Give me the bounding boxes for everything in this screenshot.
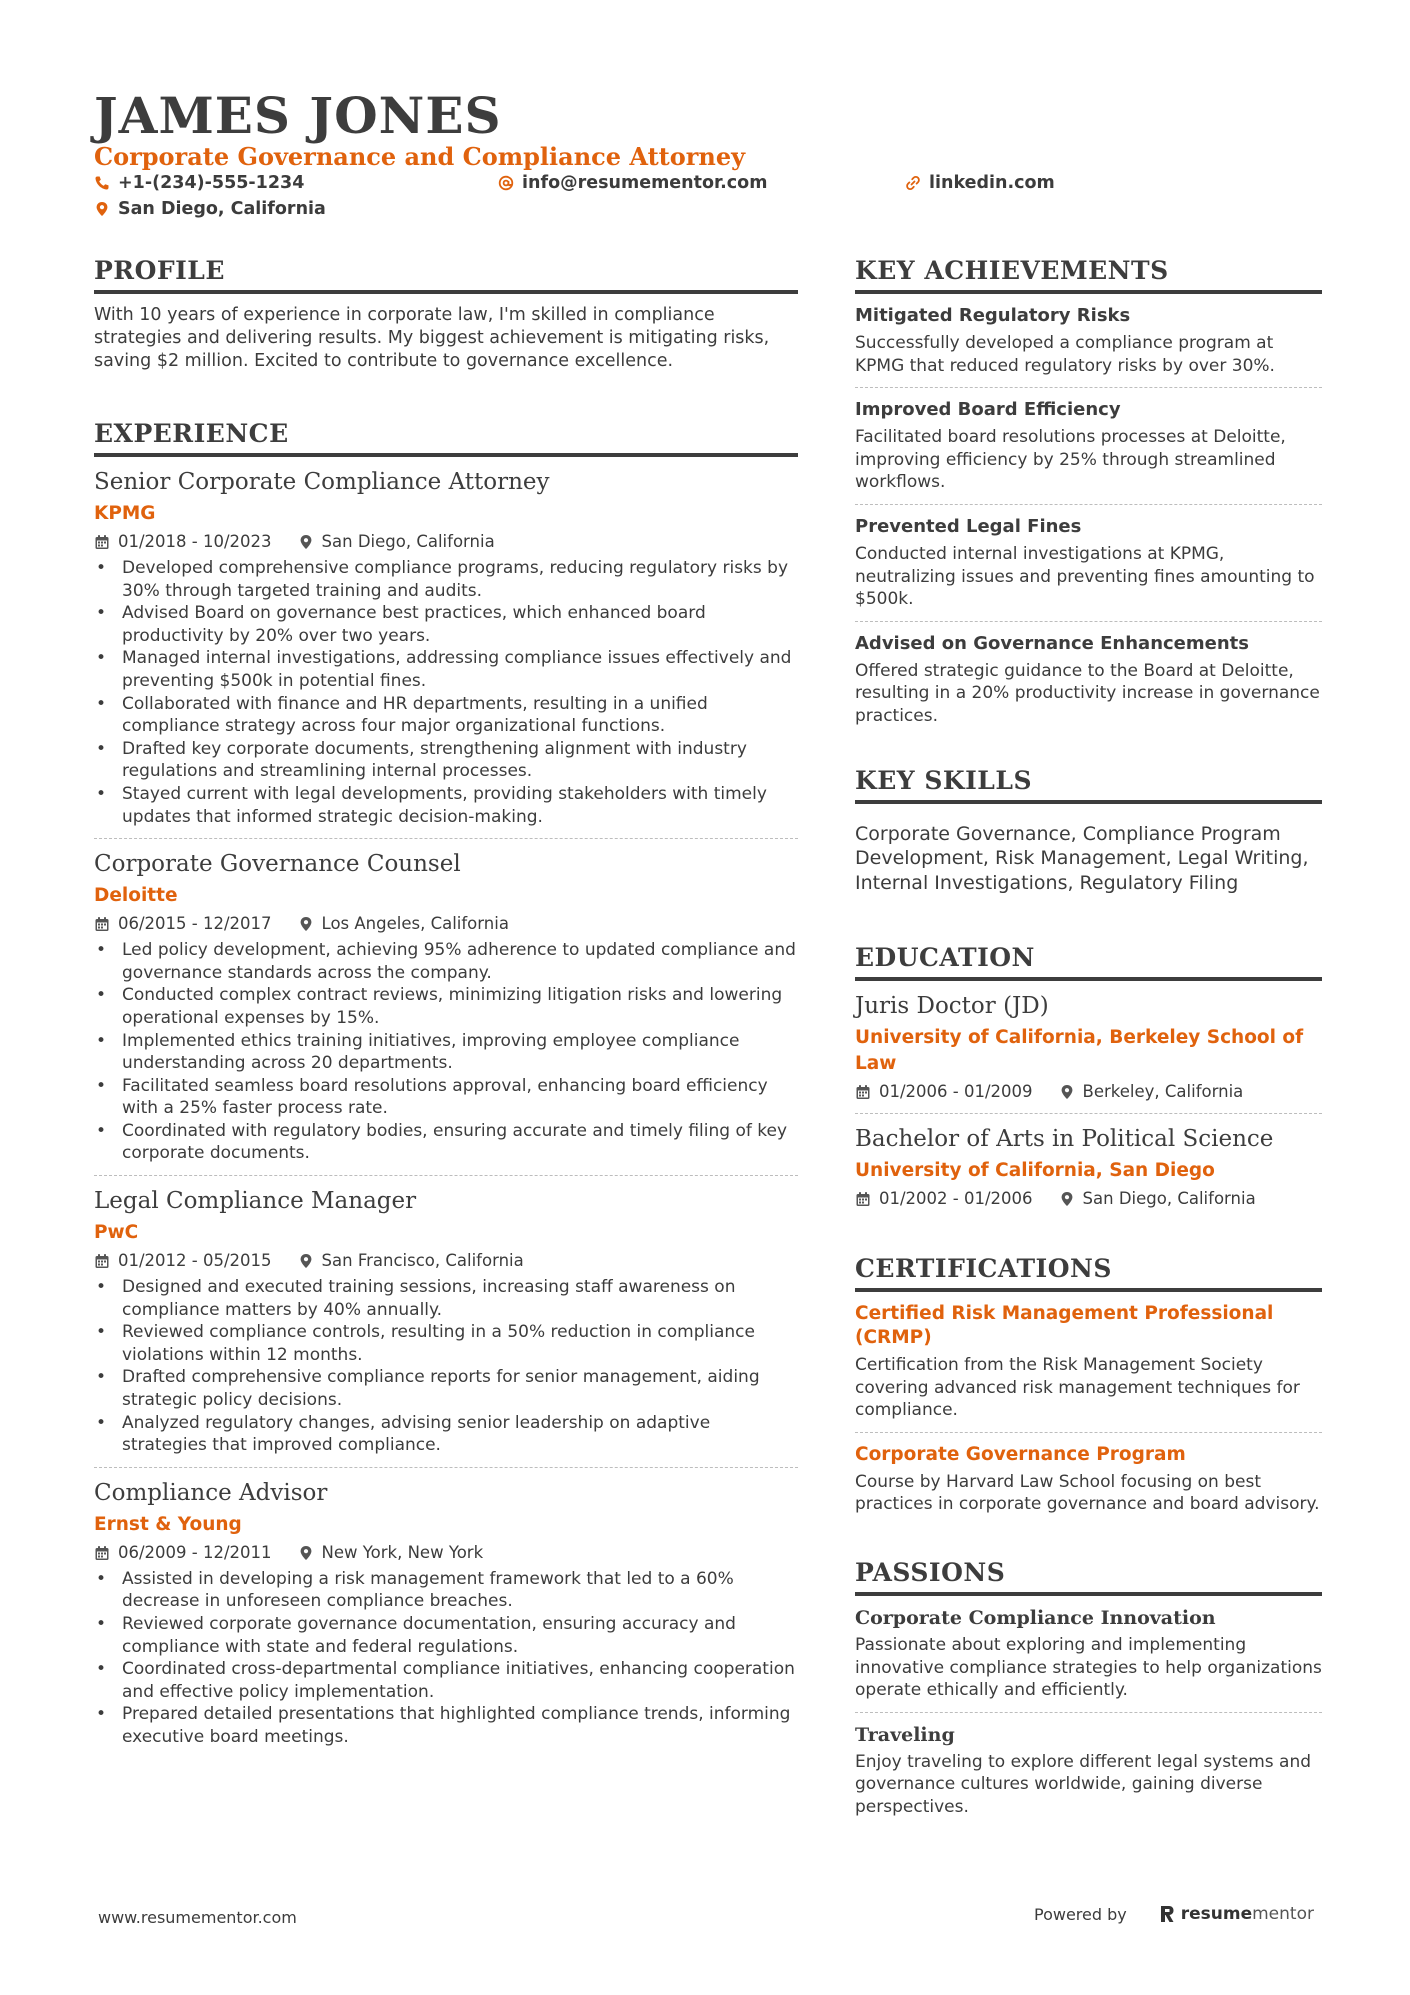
job-title: Legal Compliance Manager <box>94 1188 417 1215</box>
education-dates: 01/2006 - 01/2009 <box>879 1082 1033 1102</box>
phone-icon <box>94 175 110 191</box>
divider <box>94 1467 798 1468</box>
footer-branding <box>1034 1904 1314 1924</box>
education-heading: EDUCATION <box>855 941 1322 981</box>
contact-email[interactable] <box>498 172 767 194</box>
passion-title: Corporate Compliance Innovation <box>855 1607 1216 1629</box>
job-meta <box>94 1542 798 1564</box>
brand-logo[interactable] <box>1159 1904 1314 1924</box>
certification-item <box>855 1443 1322 1516</box>
education-location: Berkeley, California <box>1082 1082 1244 1102</box>
footer-website[interactable]: www.resumementor.com <box>98 1908 297 1927</box>
contact-phone[interactable] <box>94 172 304 194</box>
job-bullet: • Implemented ethics training initiatives, improving employee compliance understanding across 20 departments. <box>94 1030 798 1075</box>
job-location: Los Angeles, California <box>321 914 509 934</box>
profile-heading: PROFILE <box>94 254 798 294</box>
brand-name-bold: resume <box>1180 1904 1253 1924</box>
passion-item <box>855 1606 1322 1702</box>
job-bullet: • Facilitated seamless board resolutions approval, enhancing board efficiency with a 25% faster process rate. <box>94 1075 798 1120</box>
achievement-item <box>855 515 1322 611</box>
achievement-title: Improved Board Efficiency <box>855 399 1121 421</box>
calendar-icon <box>855 1191 871 1207</box>
achievement-item <box>855 398 1322 494</box>
skills-list: Corporate Governance, Compliance Program Development, Risk Management, Legal Writing, Internal Investigations, Regulatory Filing <box>855 822 1309 894</box>
achievement-desc: Conducted internal investigations at KPMG, neutralizing issues and preventing fines amounting to $500k. <box>855 543 1315 610</box>
location-pin-icon <box>1059 1084 1075 1100</box>
contact-location <box>94 198 326 220</box>
job-bullets <box>94 1276 798 1457</box>
job-bullet: • Assisted in developing a risk management framework that led to a 60% decrease in unforeseen compliance breaches. <box>94 1568 798 1613</box>
job-bullet: • Led policy development, achieving 95% adherence to updated compliance and governance standards across the company. <box>94 939 798 984</box>
achievement-title: Advised on Governance Enhancements <box>855 632 1249 654</box>
job-bullet: • Stayed current with legal developments, providing stakeholders with timely updates that informed strategic decision-making. <box>94 783 798 828</box>
calendar-icon <box>94 916 110 932</box>
job-bullet: • Advised Board on governance best practices, which enhanced board productivity by 20% over two years. <box>94 602 798 647</box>
email-text: info@resumementor.com <box>522 173 768 193</box>
certification-title: Corporate Governance Program <box>855 1443 1186 1465</box>
resumementor-logo-icon <box>1159 1904 1175 1924</box>
divider <box>855 621 1322 622</box>
degree-title: Juris Doctor (JD) <box>855 993 1049 1020</box>
job-dates: 06/2015 - 12/2017 <box>118 914 272 934</box>
job-title: Compliance Advisor <box>94 1479 328 1506</box>
education-location: San Diego, California <box>1082 1189 1256 1209</box>
company-name: KPMG <box>94 503 156 524</box>
achievement-title: Prevented Legal Fines <box>855 515 1082 537</box>
company-name: PwC <box>94 1222 139 1244</box>
link-icon <box>905 175 921 191</box>
job-entry <box>94 1186 798 1457</box>
job-bullets <box>94 557 798 828</box>
school-name: University of California, San Diego <box>855 1160 1215 1182</box>
job-bullet: • Managed internal investigations, addressing compliance issues effectively and preventing $500k in potential fines. <box>94 647 798 692</box>
contact-linkedin[interactable] <box>905 172 1055 194</box>
divider <box>855 1712 1322 1713</box>
certifications-heading: CERTIFICATIONS <box>855 1252 1322 1292</box>
job-bullet: • Coordinated with regulatory bodies, ensuring accurate and timely filing of key corporate documents. <box>94 1120 798 1165</box>
achievement-item <box>855 632 1322 728</box>
job-bullet: • Reviewed compliance controls, resulting in a 50% reduction in compliance violations within 12 months. <box>94 1321 798 1366</box>
calendar-icon <box>94 1545 110 1561</box>
passions-heading: PASSIONS <box>855 1556 1322 1596</box>
job-dates: 06/2009 - 12/2011 <box>118 1542 272 1562</box>
at-icon <box>498 175 514 191</box>
divider <box>855 504 1322 505</box>
job-title: Corporate Governance Counsel <box>94 851 461 878</box>
job-bullet: • Designed and executed training sessions, increasing staff awareness on compliance matters by 40% annually. <box>94 1276 798 1321</box>
certification-desc: Course by Harvard Law School focusing on best practices in corporate governance and board advisory. <box>855 1471 1320 1515</box>
location-pin-icon <box>298 534 314 550</box>
school-name: University of California, Berkeley School of Law <box>855 1027 1304 1075</box>
job-meta <box>94 913 798 935</box>
passion-title: Traveling <box>855 1723 955 1746</box>
certification-desc: Certification from the Risk Management Society covering advanced risk management techniques for compliance. <box>855 1355 1300 1421</box>
achievement-title: Mitigated Regulatory Risks <box>855 305 1131 326</box>
achievement-desc: Offered strategic guidance to the Board at Deloitte, resulting in a 20% productivity increase in governance practices. <box>855 660 1320 726</box>
job-bullet: • Conducted complex contract reviews, minimizing litigation risks and lowering operational expenses by 15%. <box>94 984 798 1029</box>
certification-title: Certified Risk Management Professional (CRMP) <box>855 1303 1274 1349</box>
location-text: San Diego, California <box>118 199 326 219</box>
education-dates: 01/2002 - 01/2006 <box>879 1189 1033 1209</box>
profile-summary: With 10 years of experience in corporate law, I'm skilled in compliance strategies and delivering results. My biggest achievement is mitigating risks, saving $2 million. Excited to contribute to governance excellence. <box>94 305 770 371</box>
location-pin-icon <box>298 1253 314 1269</box>
location-pin-icon <box>94 201 110 217</box>
calendar-icon <box>94 534 110 550</box>
job-bullet: • Analyzed regulatory changes, advising senior leadership on adaptive strategies that improved compliance. <box>94 1412 798 1457</box>
divider <box>855 1432 1322 1433</box>
education-meta <box>855 1081 1322 1103</box>
job-bullet: • Collaborated with finance and HR departments, resulting in a unified compliance strategy across four major organizational functions. <box>94 693 798 738</box>
job-bullets <box>94 939 798 1165</box>
education-item <box>855 991 1322 1103</box>
job-bullet: • Developed comprehensive compliance programs, reducing regulatory risks by 30% through targeted training and audits. <box>94 557 798 602</box>
job-bullets <box>94 1568 798 1749</box>
achievements-heading: KEY ACHIEVEMENTS <box>855 254 1322 294</box>
job-entry <box>94 467 798 828</box>
divider <box>855 1113 1322 1114</box>
job-bullet: • Prepared detailed presentations that highlighted compliance trends, informing executive board meetings. <box>94 1703 798 1748</box>
education-item <box>855 1124 1322 1210</box>
skills-heading: KEY SKILLS <box>855 764 1322 804</box>
job-dates: 01/2012 - 05/2015 <box>118 1251 272 1271</box>
company-name: Ernst & Young <box>94 1513 242 1535</box>
company-name: Deloitte <box>94 885 178 907</box>
achievement-desc: Successfully developed a compliance program at KPMG that reduced regulatory risks by over 30%. <box>855 333 1275 376</box>
job-dates: 01/2018 - 10/2023 <box>118 532 272 551</box>
job-location: New York, New York <box>321 1542 484 1562</box>
job-location: San Francisco, California <box>321 1251 524 1271</box>
passion-desc: Passionate about exploring and implementing innovative compliance strategies to help organizations operate ethically and efficiently. <box>855 1635 1322 1701</box>
calendar-icon <box>855 1084 871 1100</box>
powered-by-label: Powered by <box>1034 1904 1127 1924</box>
left-column <box>94 254 798 1749</box>
achievement-item <box>855 304 1322 377</box>
passion-desc: Enjoy traveling to explore different legal systems and governance cultures worldwide, gaining diverse perspectives. <box>855 1751 1312 1817</box>
linkedin-text: linkedin.com <box>929 173 1055 193</box>
right-column <box>855 254 1322 1819</box>
candidate-role: Corporate Governance and Compliance Attorney <box>94 142 746 171</box>
job-bullet: • Coordinated cross-departmental compliance initiatives, enhancing cooperation and effective policy implementation. <box>94 1658 798 1703</box>
passion-item <box>855 1723 1322 1819</box>
location-pin-icon <box>1059 1191 1075 1207</box>
divider <box>855 387 1322 388</box>
location-pin-icon <box>298 1545 314 1561</box>
brand-name-light: mentor <box>1252 1904 1314 1924</box>
divider <box>94 838 798 839</box>
degree-title: Bachelor of Arts in Political Science <box>855 1126 1274 1153</box>
candidate-name: JAMES JONES <box>94 86 502 145</box>
job-entry <box>94 1478 798 1749</box>
calendar-icon <box>94 1253 110 1269</box>
education-meta <box>855 1188 1322 1210</box>
certification-item <box>855 1302 1322 1422</box>
divider <box>94 1175 798 1176</box>
job-bullet: • Drafted comprehensive compliance reports for senior management, aiding strategic policy decisions. <box>94 1366 798 1411</box>
job-bullet: • Reviewed corporate governance documentation, ensuring accuracy and compliance with state and federal regulations. <box>94 1613 798 1658</box>
experience-heading: EXPERIENCE <box>94 417 798 457</box>
job-location: San Diego, California <box>321 532 495 551</box>
job-bullet: • Drafted key corporate documents, strengthening alignment with industry regulations and streamlining internal processes. <box>94 738 798 783</box>
job-entry <box>94 849 798 1165</box>
job-title: Senior Corporate Compliance Attorney <box>94 469 550 495</box>
phone-text: +1-(234)-555-1234 <box>118 173 305 193</box>
job-meta <box>94 531 798 553</box>
achievement-desc: Facilitated board resolutions processes at Deloitte, improving efficiency by 25% through streamlined workflows. <box>855 427 1286 493</box>
location-pin-icon <box>298 916 314 932</box>
job-meta <box>94 1250 798 1272</box>
